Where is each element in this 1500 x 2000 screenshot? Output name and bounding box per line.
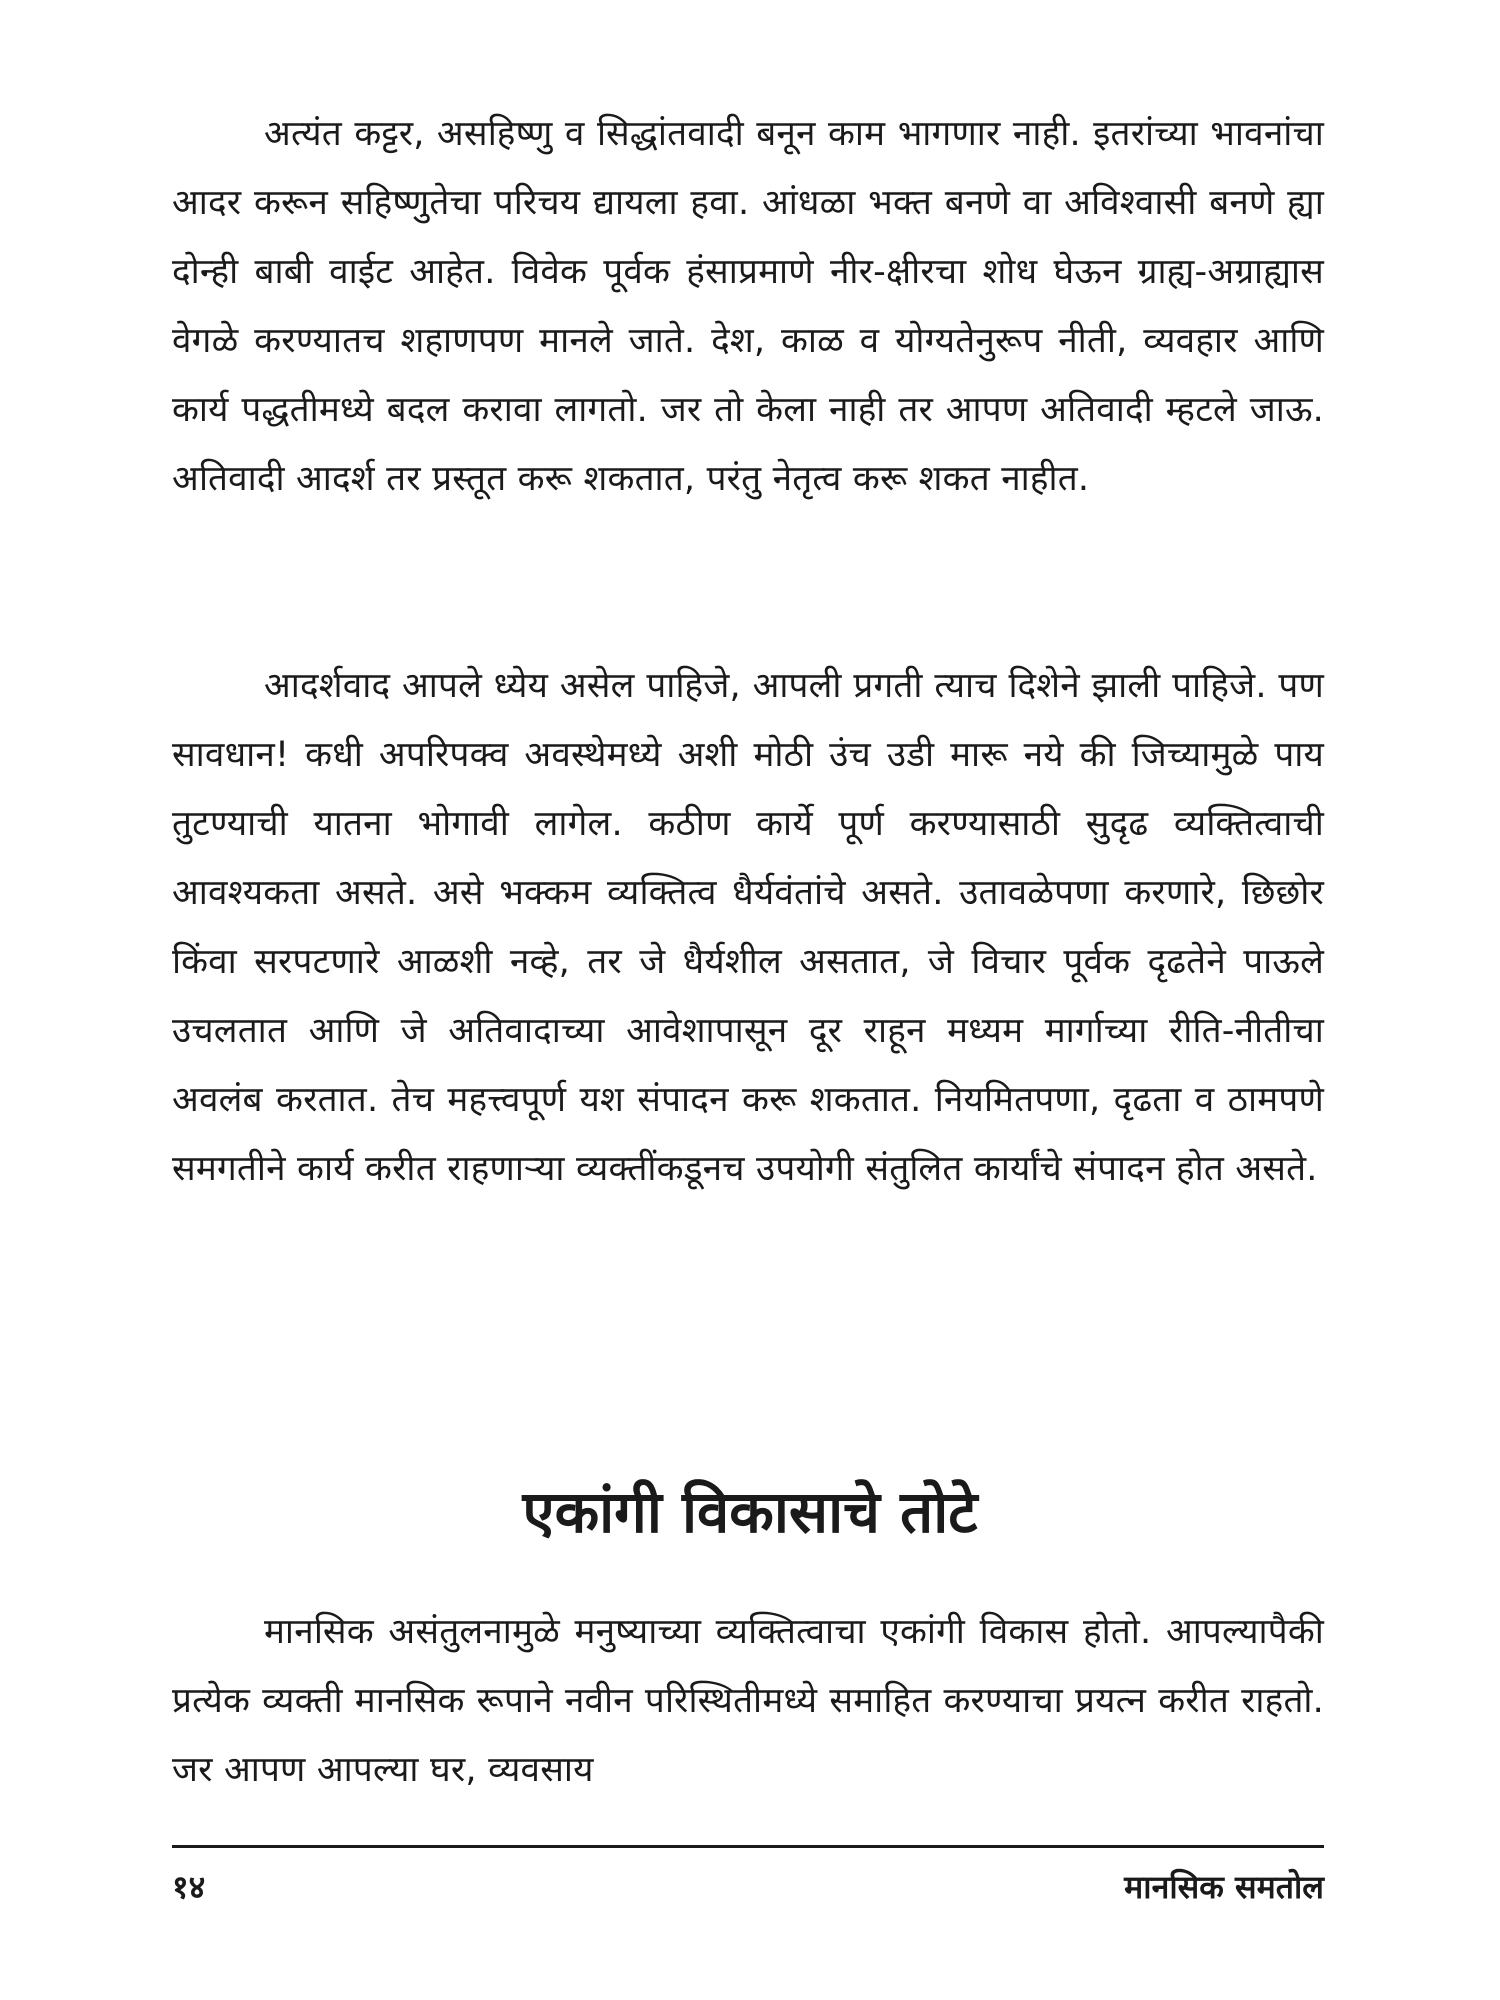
body-paragraph-3: [172, 1598, 1324, 1805]
paragraph-text: आदर्शवाद आपले ध्येय असेल पाहिजे, आपली प्रगती त्याच दिशेने झाली पाहिजे. पण सावधान! कधी अपरिपक्व अवस्थेमध्ये अशी मोठी उंच उडी मारू नये की जिच्यामुळे पाय तुटण्याची यातना भोगावी लागेल. कठीण कार्ये पूर्ण करण्यासाठी सुदृढ व्यक्तित्वाची आवश्यकता असते. असे भक्कम व्यक्तित्व धैर्यवंतांचे असते. उतावळेपणा करणारे, छिछोर किंवा सरपटणारे आळशी नव्हे, तर जे धैर्यशील असतात, जे विचार पूर्वक दृढतेने पाऊले उचलतात आणि जे अतिवादाच्या आवेशापासून दूर राहून मध्यम मार्गाच्या रीति-नीतीचा अवलंब करतात. तेच महत्त्वपूर्ण यश संपादन करू शकतात. नियमितपणा, दृढता व ठामपणे समगतीने कार्य करीत राहणाऱ्या व्यक्तींकडूनच उपयोगी संतुलित कार्यांचे संपादन होत असते.: [172, 666, 1324, 1189]
page-number: १४: [172, 1868, 206, 1906]
footer-divider: [172, 1845, 1324, 1848]
body-paragraph-1: [172, 100, 1324, 514]
section-heading: एकांगी विकासाचे तोटे: [522, 1478, 978, 1546]
running-title: मानसिक समतोल: [1124, 1868, 1324, 1906]
paragraph-text: अत्यंत कट्टर, असहिष्णु व सिद्धांतवादी बनून काम भागणार नाही. इतरांच्या भावनांचा आदर करून सहिष्णुतेचा परिचय द्यायला हवा. आंधळा भक्त बनणे वा अविश्वासी बनणे ह्या दोन्ही बाबी वाईट आहेत. विवेक पूर्वक हंसाप्रमाणे नीर-क्षीरचा शोध घेऊन ग्राह्य-अग्राह्यास वेगळे करण्यातच शहाणपण मानले जाते. देश, काळ व योग्यतेनुरूप नीती, व्यवहार आणि कार्य पद्धतीमध्ये बदल करावा लागतो. जर तो केला नाही तर आपण अतिवादी म्हटले जाऊ. अतिवादी आदर्श तर प्रस्तूत करू शकतात, परंतु नेतृत्व करू शकत नाहीत.: [172, 114, 1324, 499]
paragraph-text: मानसिक असंतुलनामुळे मनुष्याच्या व्यक्तित्वाचा एकांगी विकास होतो. आपल्यापैकी प्रत्येक व्यक्ती मानसिक रूपाने नवीन परिस्थितीमध्ये समाहित करण्याचा प्रयत्न करीत राहतो. जर आपण आपल्या घर, व्यवसाय: [172, 1612, 1324, 1790]
body-paragraph-2: [172, 652, 1324, 1204]
